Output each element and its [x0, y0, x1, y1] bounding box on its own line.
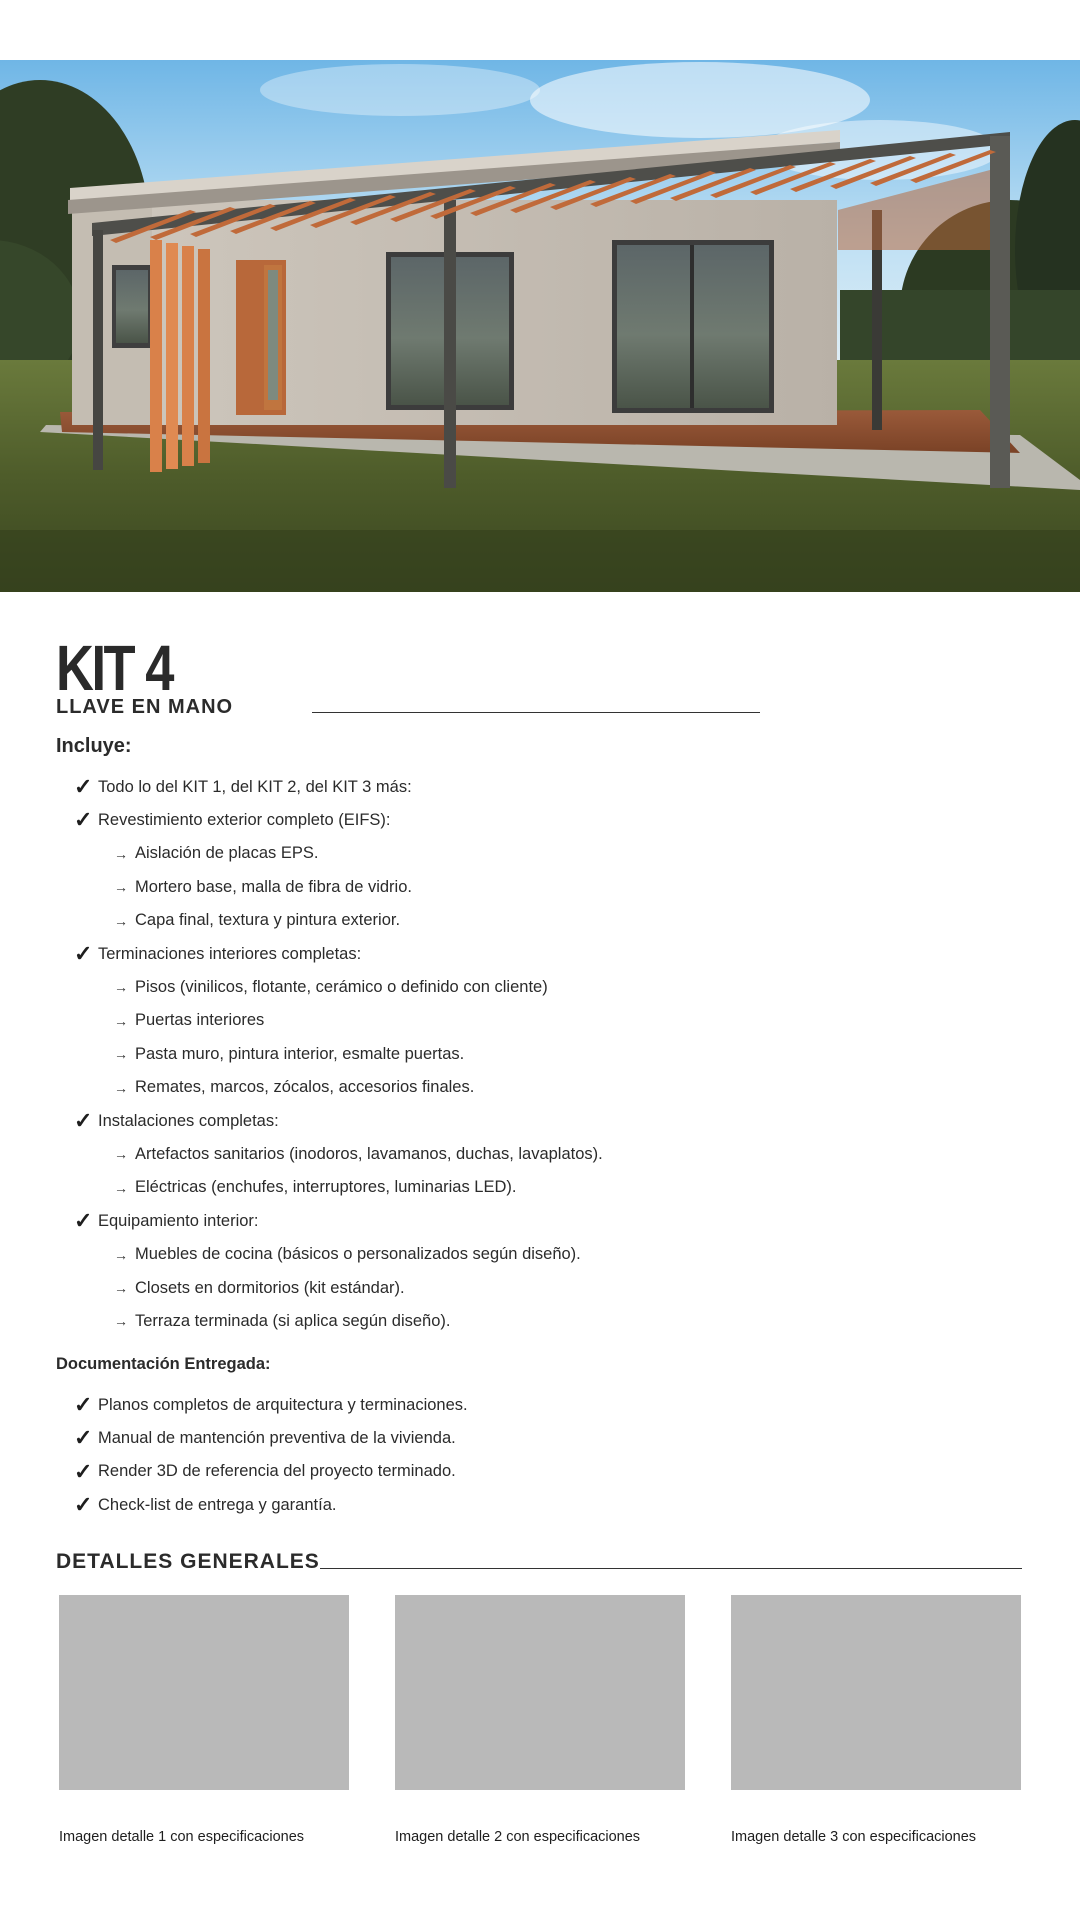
check-icon: ✓ [74, 1425, 93, 1451]
arrow-right-icon: → [114, 1046, 128, 1063]
arrow-right-icon: → [114, 979, 128, 996]
list-item [0, 1490, 1000, 1520]
list-item-text: Manual de mantención preventiva de la vivienda. [98, 1428, 456, 1447]
arrow-right-icon: → [114, 912, 128, 929]
list-item-text: Eléctricas (enchufes, interruptores, luminarias LED). [135, 1178, 517, 1197]
sub-list-item [0, 1273, 1000, 1303]
detail-caption-3: Imagen detalle 3 con especificaciones [731, 1829, 977, 1845]
list-item-text: Aislación de placas EPS. [135, 844, 319, 863]
check-icon: ✓ [74, 1208, 93, 1234]
list-item [0, 1206, 1000, 1236]
detail-image-placeholder-3 [731, 1595, 1021, 1790]
arrow-right-icon: → [114, 1313, 128, 1330]
list-item-text: Capa final, textura y pintura exterior. [135, 911, 401, 930]
sub-list-item [0, 1039, 1000, 1069]
list-item [0, 1423, 1000, 1453]
sub-list-item [0, 972, 1000, 1002]
list-item [0, 939, 1000, 969]
arrow-right-icon: → [114, 879, 128, 896]
list-item-text: Terraza terminada (si aplica según diseño). [135, 1311, 451, 1330]
check-icon: ✓ [74, 1458, 93, 1484]
arrow-right-icon: → [114, 1179, 128, 1196]
details-divider [320, 1568, 1022, 1569]
list-item-text: Check-list de entrega y garantía. [98, 1495, 337, 1514]
documentation-heading: Documentación Entregada: [56, 1355, 271, 1373]
sub-list-item [0, 1139, 1000, 1169]
list-item [0, 1106, 1000, 1136]
list-item-text: Muebles de cocina (básicos o personalizados según diseño). [135, 1245, 581, 1264]
detail-caption-1: Imagen detalle 1 con especificaciones [59, 1829, 305, 1845]
list-item-text: Artefactos sanitarios (inodoros, lavamanos, duchas, lavaplatos). [135, 1144, 603, 1163]
check-icon: ✓ [74, 941, 93, 966]
list-item [0, 772, 1000, 802]
list-item-text: Revestimiento exterior completo (EIFS): [98, 810, 391, 829]
arrow-right-icon: → [114, 1012, 128, 1029]
arrow-right-icon: → [114, 1246, 128, 1263]
house-illustration [0, 60, 1080, 592]
includes-heading: Incluye: [56, 735, 132, 757]
list-item-text: Remates, marcos, zócalos, accesorios finales. [135, 1078, 475, 1097]
check-icon: ✓ [74, 774, 93, 799]
list-item-text: Puertas interiores [135, 1011, 265, 1030]
list-item-text: Closets en dormitorios (kit estándar). [135, 1278, 405, 1297]
details-heading: DETALLES GENERALES [56, 1550, 320, 1573]
kit-subtitle: LLAVE EN MANO [56, 696, 234, 718]
sub-list-item [0, 1006, 1000, 1036]
list-item-text: Render 3D de referencia del proyecto terminado. [98, 1462, 456, 1481]
sub-list-item [0, 872, 1000, 902]
list-item [0, 1457, 1000, 1487]
list-item-text: Pisos (vinilicos, flotante, cerámico o definido con cliente) [135, 977, 548, 996]
sub-list-item [0, 1306, 1000, 1336]
arrow-right-icon: → [114, 1280, 128, 1296]
list-item-text: Terminaciones interiores completas: [98, 944, 362, 963]
list-item [0, 805, 1000, 835]
list-item-text: Pasta muro, pintura interior, esmalte puertas. [135, 1044, 465, 1063]
arrow-right-icon: → [114, 1146, 128, 1163]
list-item-text: Todo lo del KIT 1, del KIT 2, del KIT 3 más: [98, 777, 412, 796]
hero-house-render [0, 60, 1080, 592]
check-icon: ✓ [74, 1108, 93, 1133]
title-divider [312, 712, 760, 713]
arrow-right-icon: → [114, 845, 128, 862]
sub-list-item [0, 906, 1000, 936]
detail-caption-2: Imagen detalle 2 con especificaciones [395, 1829, 641, 1845]
list-item [0, 1390, 1000, 1420]
arrow-right-icon: → [114, 1079, 128, 1096]
detail-image-placeholder-2 [395, 1595, 685, 1790]
check-icon: ✓ [74, 1492, 93, 1518]
list-item-text: Mortero base, malla de fibra de vidrio. [135, 877, 412, 896]
list-item-text: Equipamiento interior: [98, 1211, 259, 1230]
sub-list-item [0, 1073, 1000, 1103]
list-item-text: Planos completos de arquitectura y terminaciones. [98, 1395, 468, 1414]
sub-list-item [0, 1173, 1000, 1203]
kit-title: KIT 4 [56, 632, 173, 704]
check-icon: ✓ [74, 1392, 93, 1417]
check-icon: ✓ [74, 807, 93, 833]
list-item-text: Instalaciones completas: [98, 1111, 279, 1130]
sub-list-item [0, 1240, 1000, 1270]
sub-list-item [0, 839, 1000, 869]
detail-image-placeholder-1 [59, 1595, 349, 1790]
